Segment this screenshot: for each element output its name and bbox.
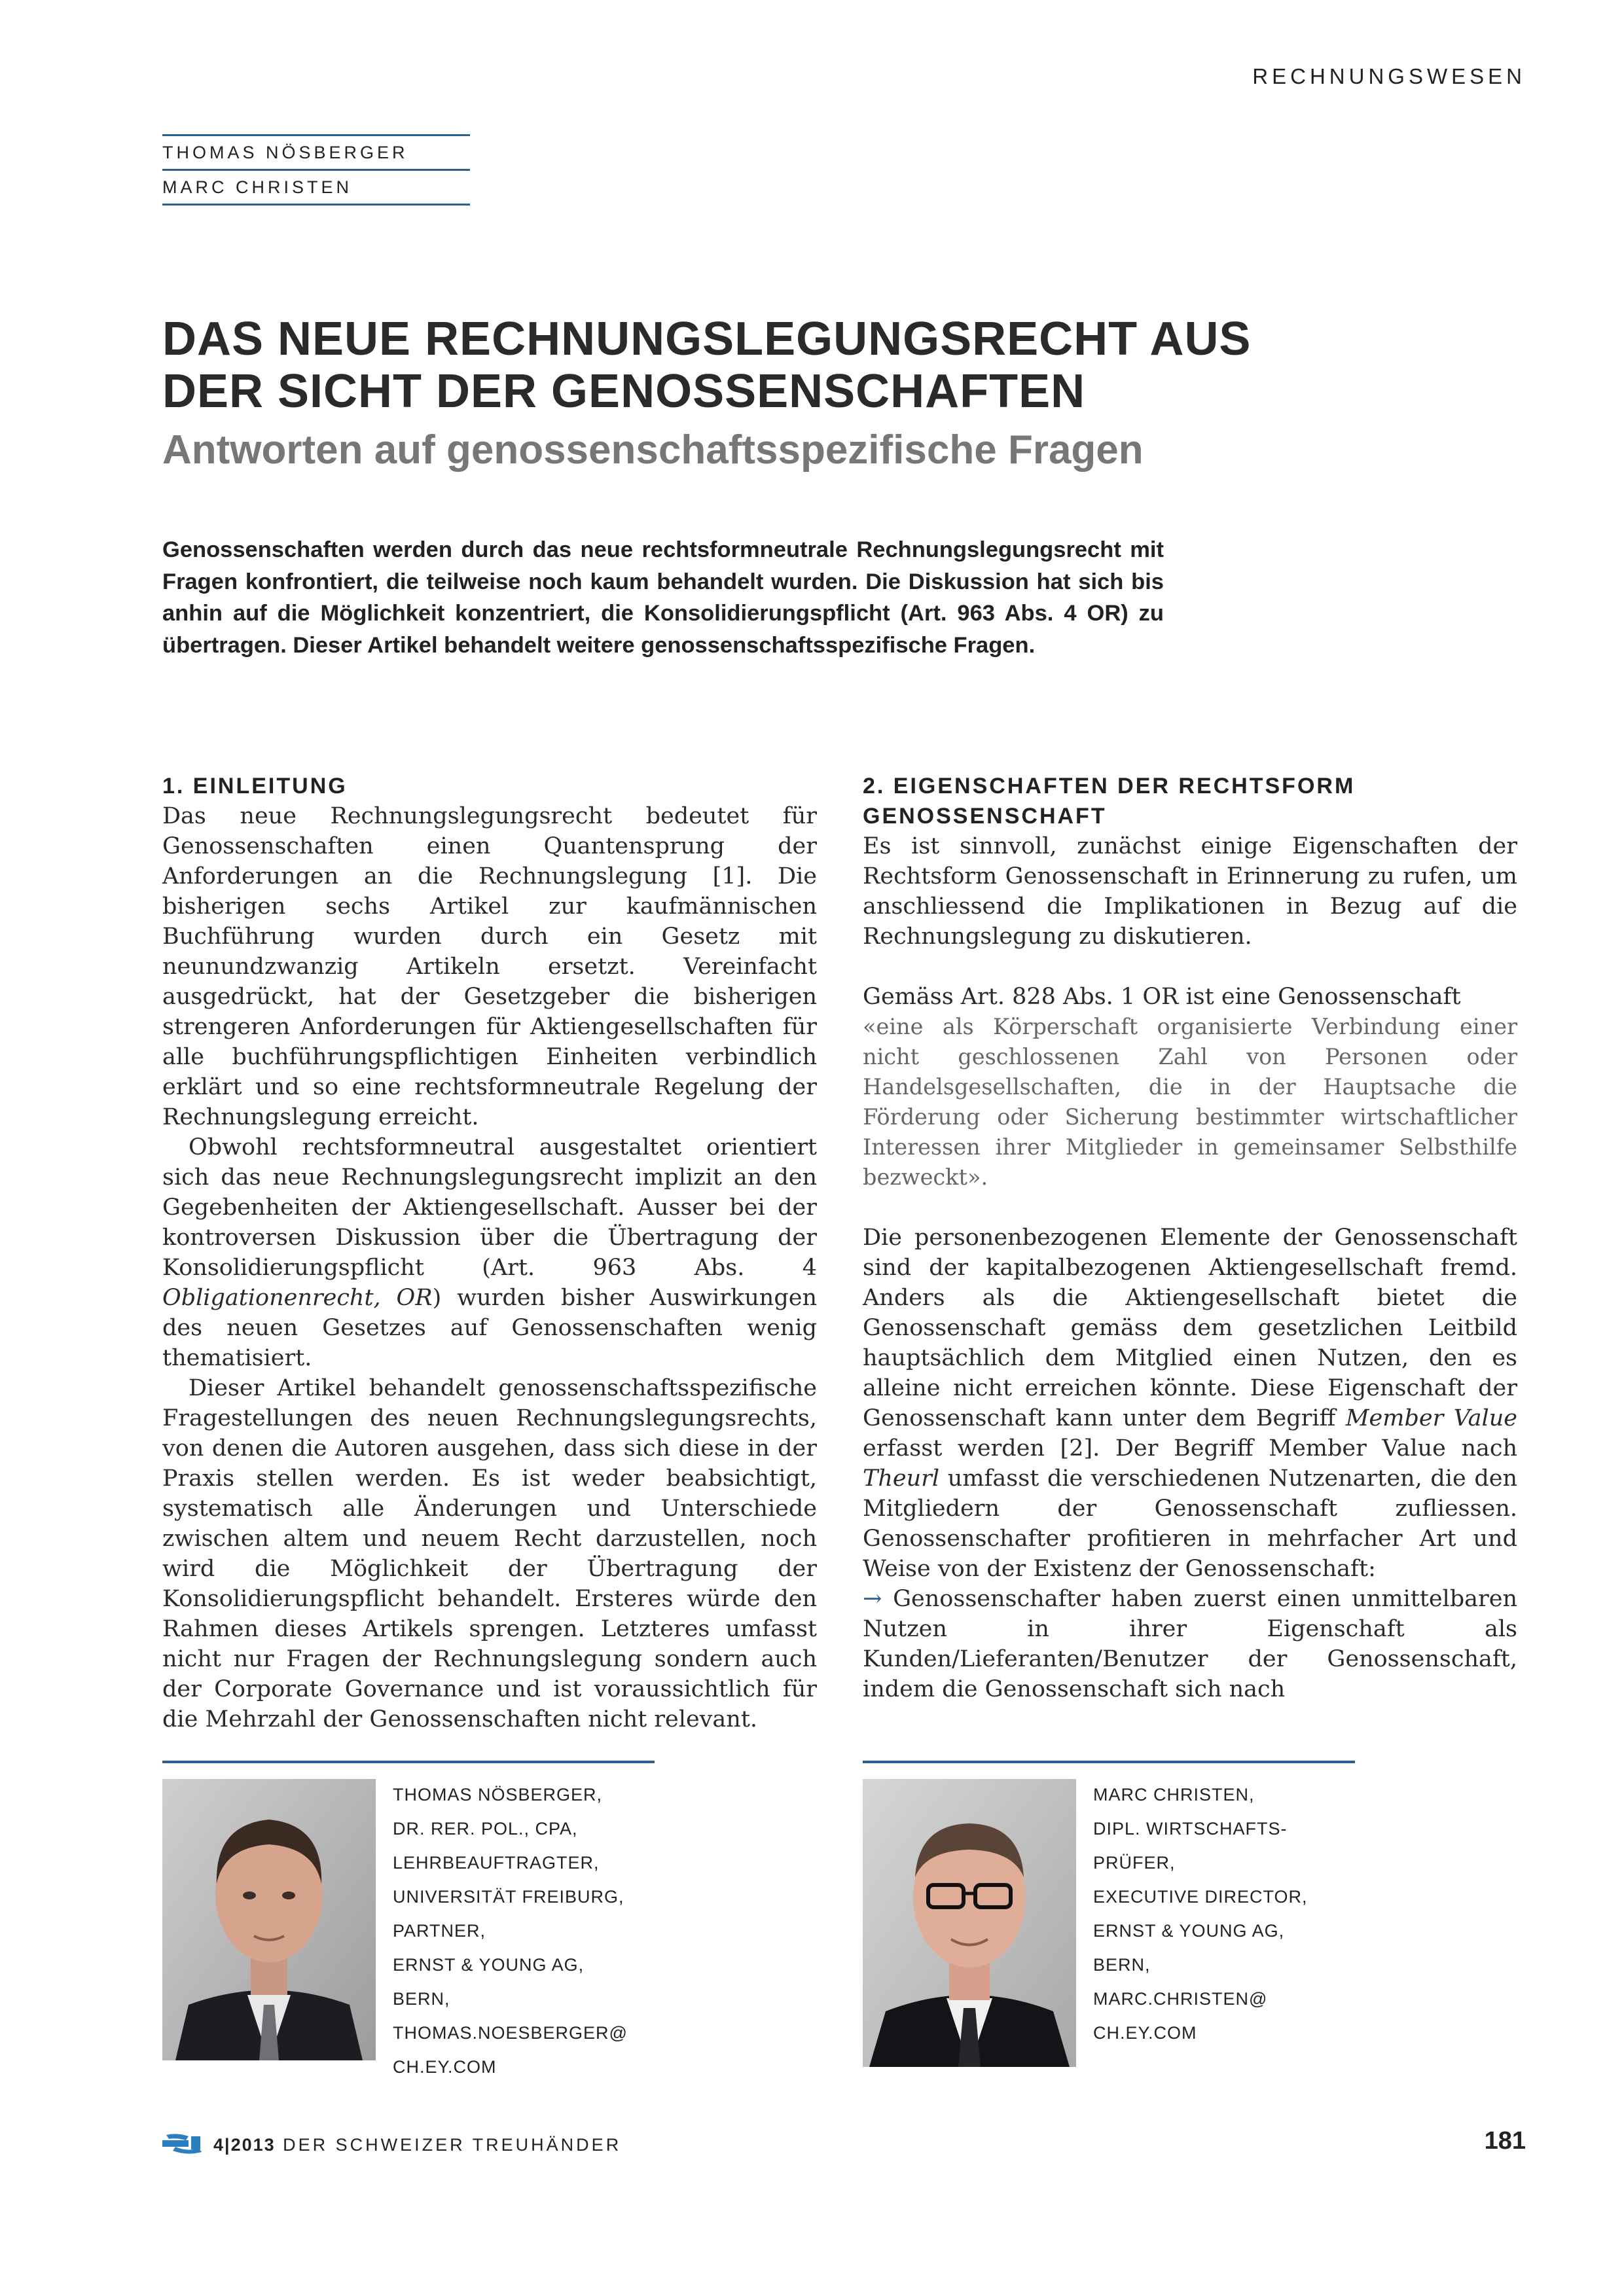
author-box-rule-1 (162, 1761, 655, 1763)
right-column (863, 771, 1517, 1704)
article-subtitle: Antworten auf genossenschaftsspezifische Fragen (162, 427, 1144, 473)
author-photo-noesberger (162, 1779, 376, 2060)
bullet-item: → Genossenschafter haben zuerst einen unmittelbaren Nutzen in ihrer Eigenschaft als Kunden/Lieferanten/Benutzer der Genossenschaft, indem die Genossenschaft sich nach (863, 1586, 1517, 1702)
title-line-1: DAS NEUE RECHNUNGSLEGUNGSRECHT AUS (162, 313, 1252, 365)
page-number: 181 (1484, 2127, 1526, 2155)
journal-logo-icon (162, 2132, 203, 2157)
author-bio-1 (393, 1778, 628, 2084)
bio-line: PARTNER, (393, 1921, 486, 1941)
bio-line: LEHRBEAUFTRAGTER, (393, 1853, 600, 1873)
title-line-2: DER SICHT DER GENOSSENSCHAFTEN (162, 365, 1086, 418)
bio-line: PRÜFER, (1093, 1853, 1176, 1873)
bio-line: BERN, (1093, 1955, 1151, 1975)
bio-line: CH.EY.COM (1093, 2023, 1197, 2043)
section-heading-2: 2. EIGENSCHAFTEN DER RECHTSFORM GENOSSENSCHAFT (863, 774, 1356, 829)
left-column (162, 771, 817, 1734)
lead-paragraph: Genossenschaften werden durch das neue rechtsformneutrale Rechnungslegungsrecht mit Fragen konfrontiert, die teilweise noch kaum behandelt wurden. Die Diskussion hat sich bis anhin auf die Möglichkeit konzentriert, die Konsolidierungspflicht (Art. 963 Abs. 4 OR) zu übertragen. Dieser Artikel behandelt weitere genossenschaftsspezifische Fragen. (162, 537, 1164, 658)
author-box-rule-2 (863, 1761, 1355, 1763)
paragraph: Dieser Artikel behandelt genossenschaftsspezifische Fragestellungen des neuen Rechnungslegungsrechts, von denen die Autoren ausgehen, dass sich diese in der Praxis stellen werden. Es ist weder beabsichtigt, systematisch alle Änderungen und Unterschiede zwischen altem und neuem Recht darzustellen, noch wird die Möglichkeit der Übertragung der Konsolidierungspflicht behandelt. Ersteres würde den Rahmen dieses Artikels sprengen. Letzteres umfasst nicht nur Fragen der Rechnungslegung sondern auch der Corporate Governance und ist voraussichtlich für die Mehrzahl der Genossenschaften nicht relevant. (162, 1375, 817, 1732)
author-name-1: THOMAS NÖSBERGER (162, 134, 470, 169)
author-bio-2 (1093, 1778, 1308, 2050)
paragraph: Gemäss Art. 828 Abs. 1 OR ist eine Genossenschaft (863, 984, 1461, 1010)
bio-line: DR. RER. POL., CPA, (393, 1819, 578, 1839)
bio-line: ERNST & YOUNG AG, (393, 1955, 585, 1975)
paragraph: Obwohl rechtsformneutral ausgestaltet orientiert sich das neue Rechnungslegungsrecht implizit an den Gegebenheiten der Aktiengesellschaft. Ausser bei der kontroversen Diskussion über die Übertragung der Konsolidierungspflicht (Art. 963 Abs. 4 Obligationenrecht, OR) wurden bisher Auswirkungen des neuen Gesetzes auf Genossenschaften wenig thematisiert. (162, 1134, 817, 1371)
bio-line: EXECUTIVE DIRECTOR, (1093, 1887, 1308, 1907)
article-title (162, 313, 1471, 418)
bio-line: MARC CHRISTEN, (1093, 1785, 1255, 1804)
block-quote: «eine als Körperschaft organisierte Verbindung einer nicht geschlossenen Zahl von Personen oder Handelsgesellschaften, die in der Hauptsache die Förderung oder Sicherung bestimmter wirtschaftlicher Interessen ihrer Mitglieder in gemeinsamer Selbsthilfe bezweckt». (863, 1014, 1517, 1190)
section-heading-1: 1. EINLEITUNG (162, 774, 348, 798)
bio-line: BERN, (393, 1989, 450, 2009)
bio-line: MARC.CHRISTEN@ (1093, 1989, 1268, 2009)
arrow-right-icon: → (863, 1586, 893, 1612)
paragraph: Es ist sinnvoll, zunächst einige Eigenschaften der Rechtsform Genossenschaft in Erinnerung zu rufen, um anschliessend die Implikationen in Bezug auf die Rechnungslegung zu diskutieren. (863, 833, 1517, 950)
bio-line: CH.EY.COM (393, 2057, 497, 2077)
bio-line: THOMAS.NOESBERGER@ (393, 2023, 628, 2043)
bio-line: DIPL. WIRTSCHAFTS- (1093, 1819, 1288, 1839)
footer-issue: 4|2013 DER SCHWEIZER TREUHÄNDER (213, 2135, 622, 2155)
bio-line: THOMAS NÖSBERGER, (393, 1785, 603, 1804)
paragraph: Die personenbezogenen Elemente der Genossenschaft sind der kapitalbezogenen Aktiengesellschaft fremd. Anders als die Aktiengesellschaft bietet die Genossenschaft gemäss dem gesetzlichen Leitbild hauptsächlich dem Mitglied einen Nutzen, den es alleine nicht erreichen könnte. Diese Eigenschaft der Genossenschaft kann unter dem Begriff Member Value erfasst werden [2]. Der Begriff Member Value nach Theurl umfasst die verschiedenen Nutzenarten, die den Mitgliedern der Genossenschaft zufliessen. Genossenschafter profitieren in mehrfacher Art und Weise von der Existenz der Genossenschaft: (863, 1225, 1517, 1582)
bio-line: ERNST & YOUNG AG, (1093, 1921, 1285, 1941)
paragraph: Das neue Rechnungslegungsrecht bedeutet für Genossenschaften einen Quantensprung der Anforderungen an die Rechnungslegung [1]. Die bisherigen sechs Artikel zur kaufmännischen Buchführung wurden durch ein Gesetz mit neunundzwanzig Artikeln ersetzt. Vereinfacht ausgedrückt, hat der Gesetzgeber die bisherigen strengeren Anforderungen für Aktiengesellschaften für alle buchführungspflichtigen Einheiten verbindlich erklärt und so eine rechtsformneutrale Regelung der Rechnungslegung erreicht. (162, 803, 817, 1130)
author-name-2: MARC CHRISTEN (162, 169, 470, 206)
section-label: RECHNUNGSWESEN (1252, 64, 1526, 88)
bio-line: UNIVERSITÄT FREIBURG, (393, 1887, 624, 1907)
author-photo-christen (863, 1779, 1076, 2067)
